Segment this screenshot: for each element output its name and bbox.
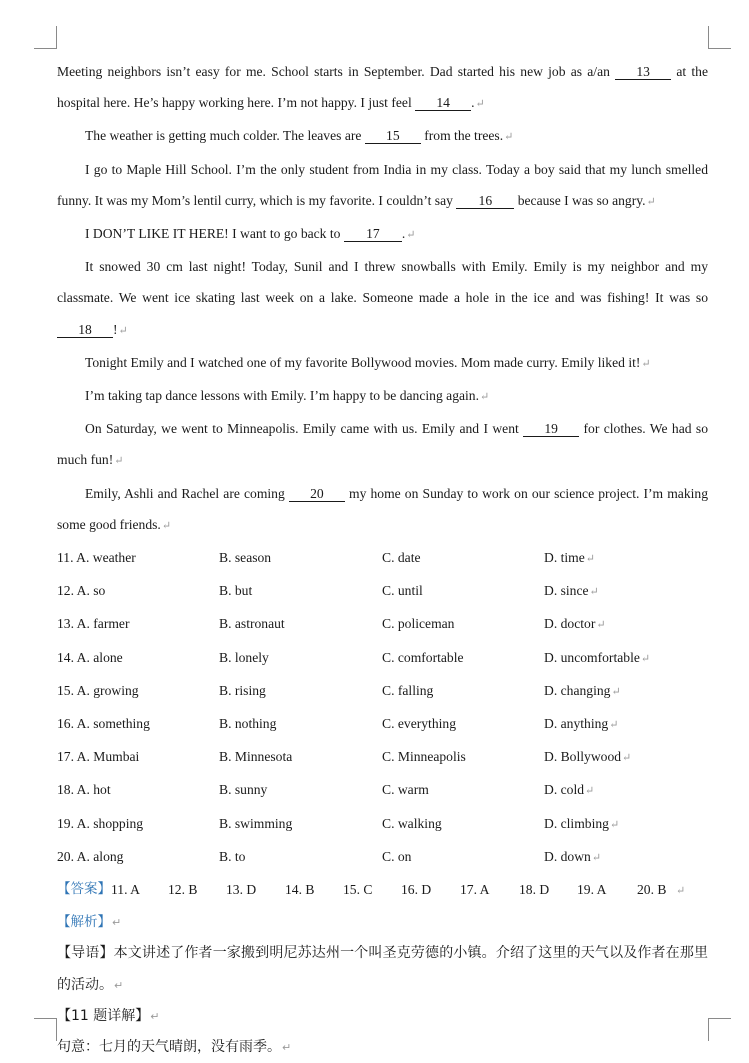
passage-text: . bbox=[401, 226, 406, 242]
option-item: C. policeman bbox=[382, 616, 455, 632]
page-corner-mark-bottom-left bbox=[34, 1018, 57, 1041]
passage-paragraph bbox=[57, 120, 708, 153]
paragraph-mark: ↵ bbox=[646, 195, 656, 208]
option-row bbox=[57, 708, 708, 741]
option-item bbox=[544, 608, 708, 641]
option-item: B. but bbox=[219, 583, 253, 599]
option-row bbox=[57, 675, 708, 708]
answer-item: 15. C bbox=[343, 882, 373, 898]
paragraph-mark: ↵ bbox=[504, 131, 514, 144]
option-item: B. rising bbox=[219, 682, 266, 698]
option-item bbox=[544, 774, 708, 807]
option-item bbox=[544, 575, 708, 608]
paragraph-mark: ↵ bbox=[475, 98, 485, 111]
page-corner-mark-top-left bbox=[34, 26, 57, 49]
question-11-sentence-meaning: 句意：七月的天气晴朗，没有雨季。↵ bbox=[57, 1039, 292, 1056]
paragraph-mark: ↵ bbox=[609, 818, 620, 831]
answer-item: 20. B bbox=[637, 882, 667, 898]
option-text: D. Bollywood bbox=[544, 749, 622, 765]
passage-text: Tonight Emily and I watched one of my favorite Bollywood movies. Mom made curry. Emily liked it! bbox=[85, 354, 641, 370]
option-item: 20. A. along bbox=[57, 848, 124, 864]
passage-text: . bbox=[471, 95, 475, 111]
blank-15: 15 bbox=[365, 128, 421, 144]
option-item bbox=[544, 542, 708, 575]
passage-paragraph bbox=[57, 347, 708, 380]
option-item: B. season bbox=[219, 550, 272, 566]
option-item bbox=[544, 841, 708, 874]
answer-item: 11. A bbox=[111, 882, 140, 898]
passage-paragraph bbox=[57, 154, 708, 218]
option-item: C. everything bbox=[382, 716, 456, 732]
paragraph-mark: ↵ bbox=[609, 719, 619, 732]
option-item: C. warm bbox=[382, 782, 429, 798]
option-item: 11. A. weather bbox=[57, 550, 136, 566]
passage-text: It snowed 30 cm last night! Today, Sunil and I threw snowballs with Emily. Emily is my neighbor and my classmate. We went ice skating last week on a lake. Someone made a hole in the ice and was fishing! It was so bbox=[57, 259, 708, 306]
option-item: B. lonely bbox=[219, 649, 269, 665]
paragraph-mark: ↵ bbox=[640, 652, 651, 665]
paragraph-mark: ↵ bbox=[406, 229, 416, 242]
passage-text: ! bbox=[113, 321, 118, 337]
option-item bbox=[544, 642, 708, 675]
option-text: D. down bbox=[544, 848, 591, 864]
option-item: C. until bbox=[382, 583, 423, 599]
answer-item: 16. D bbox=[401, 882, 432, 898]
option-item: 18. A. hot bbox=[57, 782, 111, 798]
paragraph-mark: ↵ bbox=[585, 785, 595, 798]
document-body bbox=[57, 56, 708, 1063]
option-text: D. climbing bbox=[544, 815, 609, 831]
passage-paragraph bbox=[57, 56, 708, 120]
answer-values bbox=[111, 874, 685, 907]
option-text: D. anything bbox=[544, 716, 609, 732]
page-corner-mark-top-right bbox=[708, 26, 731, 49]
answer-item: 18. D bbox=[519, 882, 550, 898]
option-text: D. doctor bbox=[544, 616, 596, 632]
option-text: D. time bbox=[544, 550, 585, 566]
passage-paragraph bbox=[57, 380, 708, 413]
option-item: C. comfortable bbox=[382, 649, 464, 665]
paragraph-mark: ↵ bbox=[585, 553, 595, 566]
option-row bbox=[57, 808, 708, 841]
passage-text: The weather is getting much colder. The leaves are bbox=[85, 128, 365, 144]
passage-text: at the hospital here. He’s happy working here. I’m not happy. I just feel bbox=[57, 64, 708, 111]
page-corner-mark-bottom-right bbox=[708, 1018, 731, 1041]
option-item: C. falling bbox=[382, 682, 434, 698]
passage-text: I’m taking tap dance lessons with Emily. I’m happy to be dancing again. bbox=[85, 388, 479, 404]
option-row bbox=[57, 642, 708, 675]
passage-text: from the trees. bbox=[420, 128, 504, 144]
passage-text: Emily, Ashli and Rachel are coming bbox=[85, 485, 289, 501]
answer-item: 13. D bbox=[226, 882, 257, 898]
option-row bbox=[57, 575, 708, 608]
option-row bbox=[57, 608, 708, 641]
paragraph-mark: ↵ bbox=[591, 851, 602, 864]
paragraph-mark: ↵ bbox=[161, 519, 172, 532]
answer-item: 14. B bbox=[285, 882, 315, 898]
cloze-passage bbox=[57, 56, 708, 542]
option-item: B. Minnesota bbox=[219, 749, 293, 765]
passage-paragraph bbox=[57, 413, 708, 477]
answer-item: 17. A bbox=[460, 882, 490, 898]
option-item: 19. A. shopping bbox=[57, 815, 144, 831]
paragraph-mark: ↵ bbox=[622, 752, 632, 765]
paragraph-mark: ↵ bbox=[114, 455, 124, 468]
passage-text: I DON’T LIKE IT HERE! I want to go back to bbox=[85, 226, 344, 242]
paragraph-mark: ↵ bbox=[596, 619, 606, 632]
option-text: D. uncomfortable bbox=[544, 649, 640, 665]
analysis-section bbox=[57, 907, 708, 1063]
paragraph-mark: ↵ bbox=[611, 685, 621, 698]
answer-line bbox=[57, 874, 708, 907]
blank-14: 14 bbox=[415, 95, 471, 111]
option-item bbox=[544, 741, 708, 774]
passage-paragraph bbox=[57, 251, 708, 347]
passage-text: Meeting neighbors isn’t easy for me. School starts in September. Dad started his new job as a/an bbox=[57, 64, 616, 79]
passage-paragraph bbox=[57, 218, 708, 251]
option-item: C. date bbox=[382, 550, 421, 566]
option-item: B. astronaut bbox=[219, 616, 285, 632]
blank-16: 16 bbox=[456, 193, 514, 209]
paragraph-mark: ↵ bbox=[641, 357, 651, 370]
paragraph-mark: ↵ bbox=[676, 885, 686, 898]
option-text: D. changing bbox=[544, 682, 611, 698]
option-item: 17. A. Mumbai bbox=[57, 749, 140, 765]
option-row bbox=[57, 542, 708, 575]
answer-item: 12. B bbox=[168, 882, 198, 898]
paragraph-mark: ↵ bbox=[480, 391, 490, 404]
option-item: 12. A. so bbox=[57, 583, 106, 599]
blank-19: 19 bbox=[523, 421, 579, 437]
options-list bbox=[57, 542, 708, 874]
option-item bbox=[544, 675, 708, 708]
passage-paragraph bbox=[57, 478, 708, 542]
answer-label: 【答案】 bbox=[57, 881, 111, 898]
analysis-heading: 【解析】↵ bbox=[57, 914, 122, 931]
option-item: 14. A. alone bbox=[57, 649, 123, 665]
passage-text: my home on Sunday to work on our science project. I’m making some good friends. bbox=[57, 485, 708, 532]
passage-text: I go to Maple Hill School. I’m the only student from India in my class. Today a boy said that my lunch smelled funny. It was my Mom’s lentil curry, which is my favorite. I couldn’t say bbox=[57, 161, 708, 208]
option-item: B. nothing bbox=[219, 716, 277, 732]
option-item: 13. A. farmer bbox=[57, 616, 130, 632]
passage-text: because I was so angry. bbox=[514, 192, 646, 208]
option-text: D. cold bbox=[544, 782, 585, 798]
blank-20: 20 bbox=[289, 486, 345, 502]
option-item: C. Minneapolis bbox=[382, 749, 466, 765]
option-item: 16. A. something bbox=[57, 716, 150, 732]
option-item: B. to bbox=[219, 848, 246, 864]
option-item: 15. A. growing bbox=[57, 682, 139, 698]
option-item: C. walking bbox=[382, 815, 442, 831]
passage-text: for clothes. We had so much fun! bbox=[57, 421, 708, 468]
guide-paragraph: 【导语】本文讲述了作者一家搬到明尼苏达州一个叫圣克劳德的小镇。介绍了这里的天气以及作者在那里的活动。↵ bbox=[57, 945, 708, 993]
question-11-heading: 【11 题详解】↵ bbox=[57, 1007, 160, 1024]
option-row bbox=[57, 741, 708, 774]
answer-item: 19. A bbox=[577, 882, 607, 898]
option-row bbox=[57, 841, 708, 874]
blank-13: 13 bbox=[615, 64, 671, 80]
option-item bbox=[544, 808, 708, 841]
blank-17: 17 bbox=[344, 226, 402, 242]
passage-text: On Saturday, we went to Minneapolis. Emily came with us. Emily and I went bbox=[85, 421, 524, 437]
option-text: D. since bbox=[544, 583, 589, 599]
paragraph-mark: ↵ bbox=[589, 586, 599, 599]
paragraph-mark: ↵ bbox=[118, 324, 128, 337]
option-item: B. sunny bbox=[219, 782, 268, 798]
option-item bbox=[544, 708, 708, 741]
option-item: B. swimming bbox=[219, 815, 293, 831]
option-item: C. on bbox=[382, 848, 412, 864]
option-row bbox=[57, 774, 708, 807]
blank-18: 18 bbox=[57, 322, 113, 338]
analysis-label: 【解析】 bbox=[57, 914, 111, 931]
